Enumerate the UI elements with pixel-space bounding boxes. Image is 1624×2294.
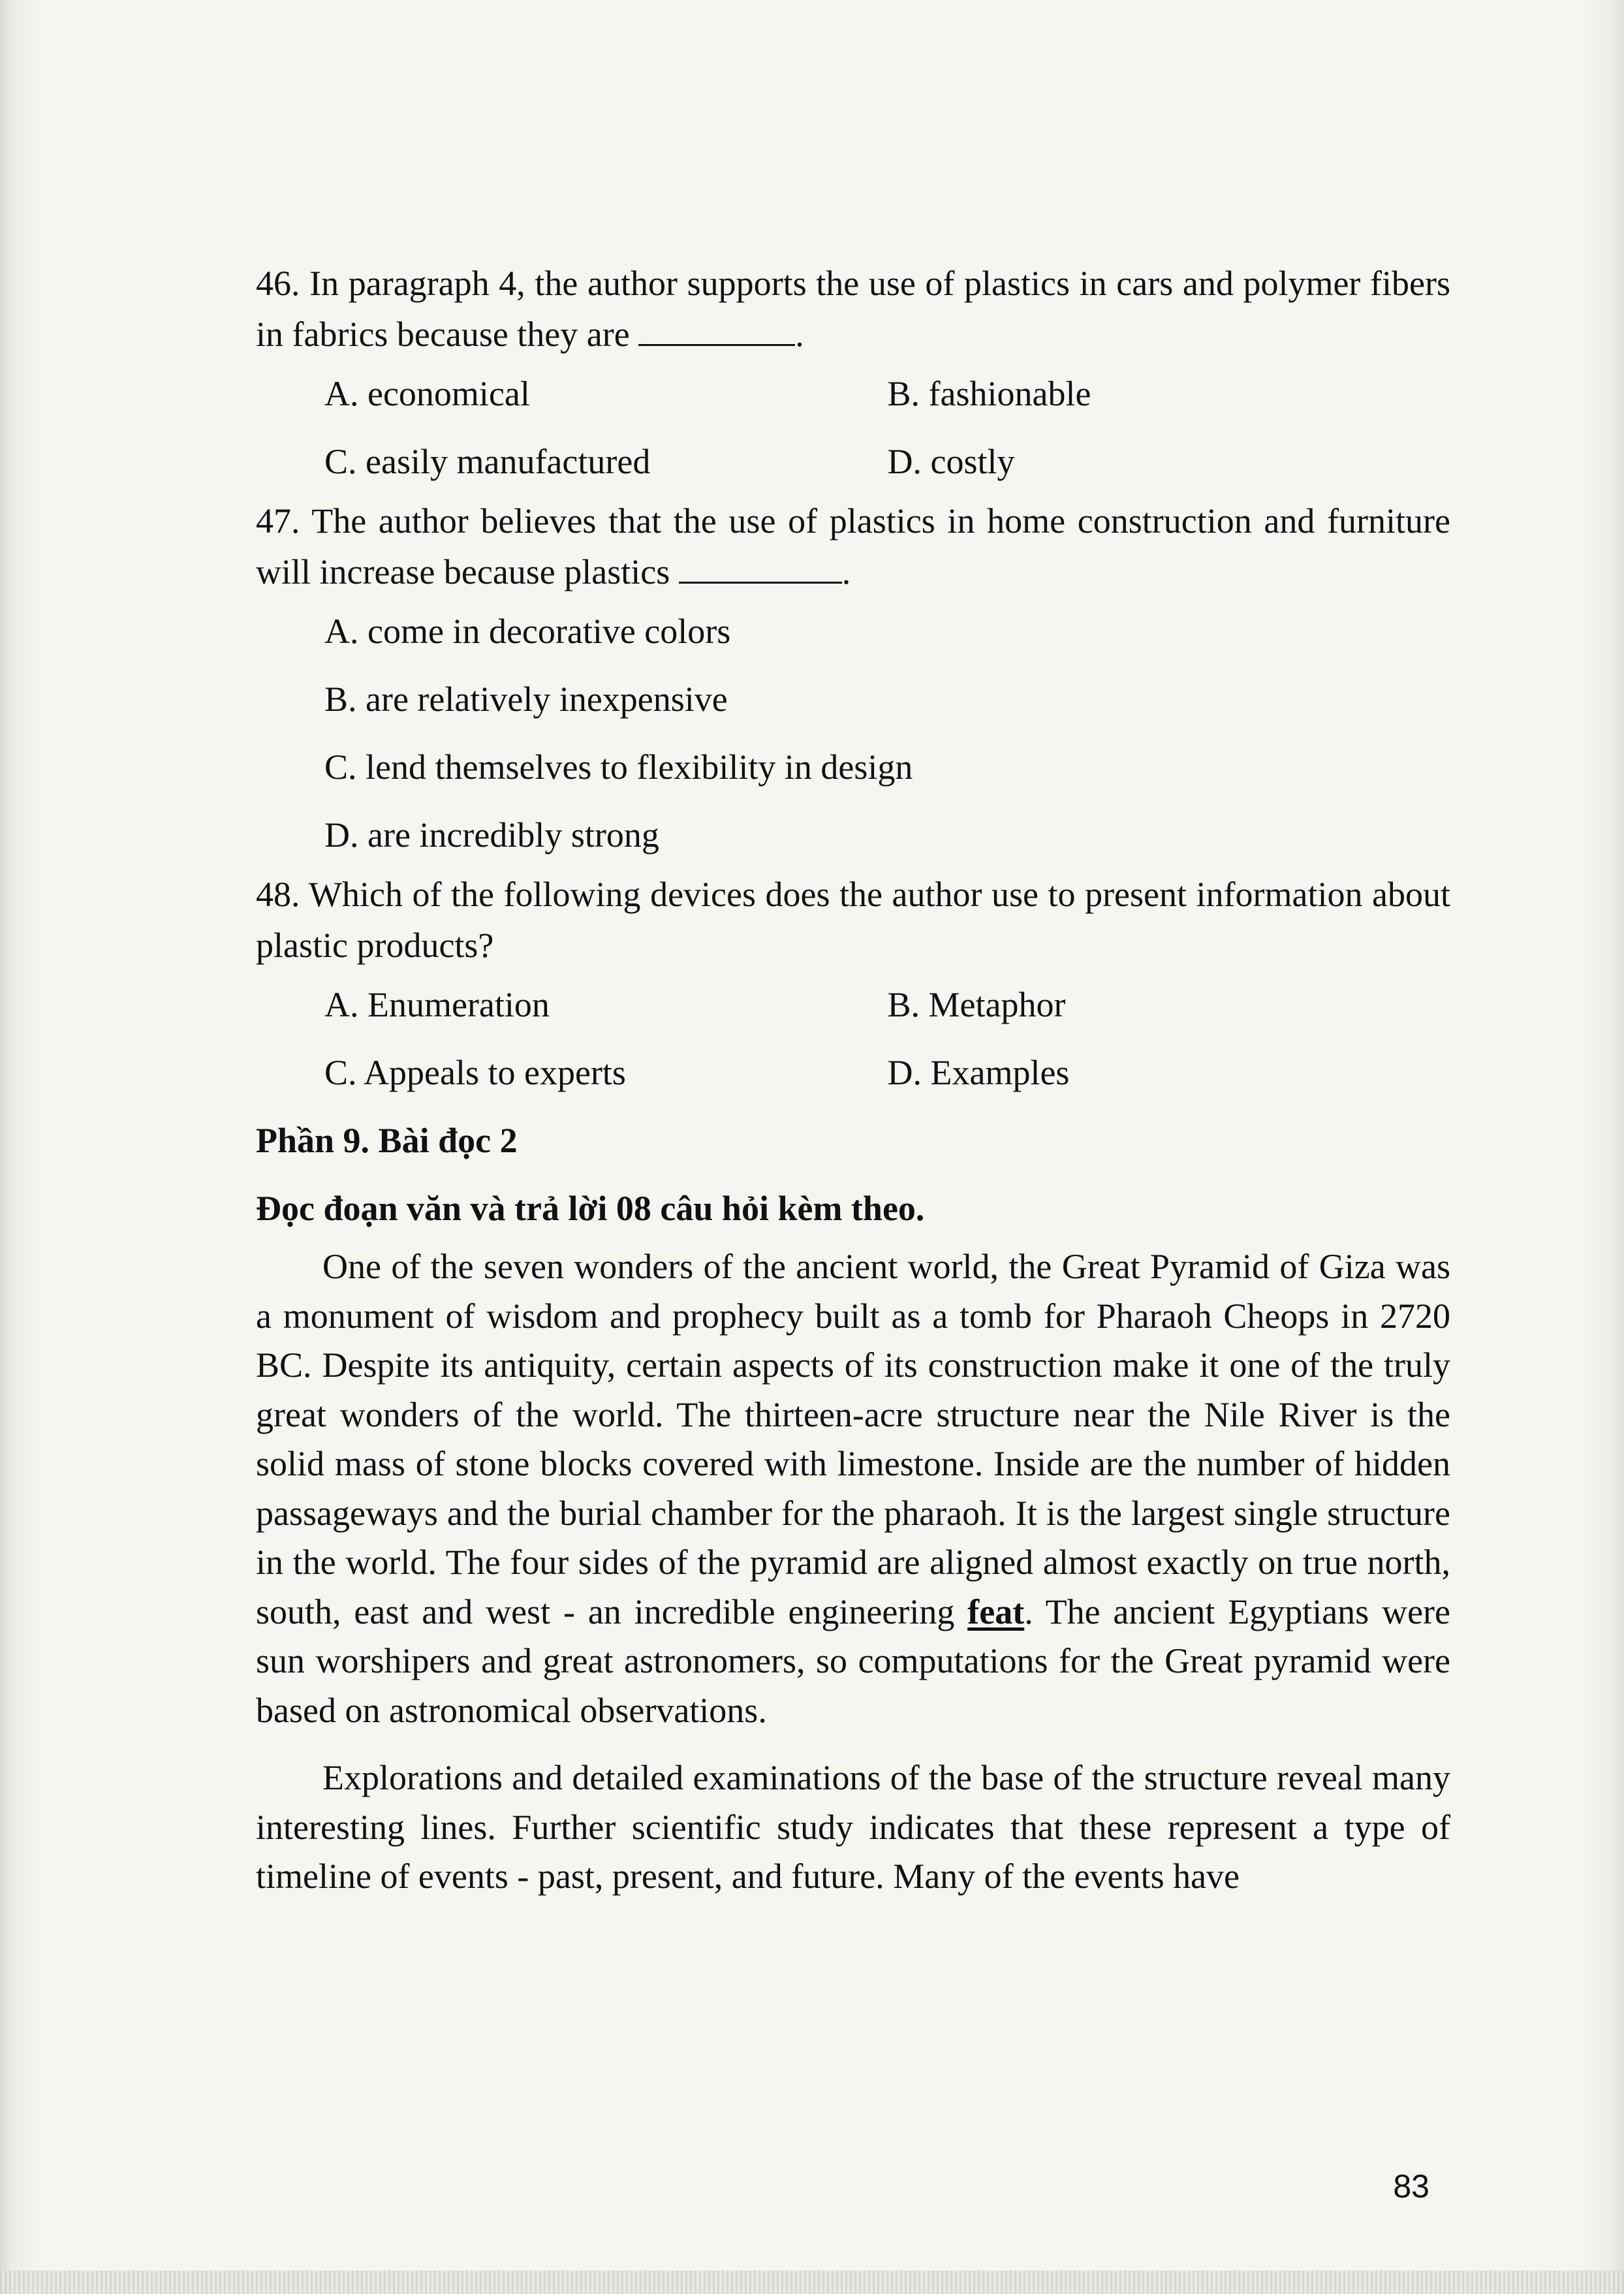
option-48-b: B. Metaphor bbox=[887, 985, 1066, 1024]
question-47-options bbox=[256, 597, 1450, 869]
passage-paragraph-1 bbox=[256, 1242, 1450, 1735]
section-title: Phần 9. Bài đọc 2 bbox=[256, 1121, 518, 1160]
question-46 bbox=[256, 258, 1450, 495]
underlined-word: feat bbox=[967, 1592, 1025, 1631]
document-body bbox=[256, 258, 1450, 1902]
page-number: 83 bbox=[1393, 2168, 1429, 2205]
question-47 bbox=[256, 495, 1450, 869]
option-48-d: D. Examples bbox=[887, 1053, 1070, 1092]
question-47-period: . bbox=[841, 552, 851, 591]
option-48-c: C. Appeals to experts bbox=[324, 1053, 626, 1092]
question-47-stem bbox=[256, 495, 1450, 597]
passage-p1-text-end: . The ancient Egyptians were sun worshipers and great astronomers, so computations for the Great pyramid were based on astronomical observations. bbox=[256, 1592, 1450, 1730]
option-47-c: C. lend themselves to flexibility in design bbox=[324, 747, 913, 787]
scan-edge bbox=[0, 2270, 1624, 2294]
option-47-d: D. are incredibly strong bbox=[324, 815, 659, 855]
option-46-d: D. costly bbox=[887, 442, 1015, 481]
question-46-period: . bbox=[795, 315, 804, 354]
question-48-options bbox=[256, 971, 1450, 1107]
option-46-b: B. fashionable bbox=[887, 374, 1091, 413]
question-46-text: 46. In paragraph 4, the author supports the use of plastics in cars and polymer fibers in fabrics because they are bbox=[256, 264, 1450, 354]
question-46-options bbox=[256, 360, 1450, 495]
question-48-stem: 48. Which of the following devices does the author use to present information about plastic products? bbox=[256, 875, 1450, 965]
question-46-stem bbox=[256, 258, 1450, 360]
answer-blank bbox=[679, 546, 842, 584]
passage-paragraph-2: Explorations and detailed examinations of the base of the structure reveal many interesting lines. Further scientific study indicates that these represent a type of timeline of events - past, present, and future. Many of the events have bbox=[256, 1758, 1450, 1896]
option-47-b: B. are relatively inexpensive bbox=[324, 680, 728, 719]
section-instruction: Đọc đoạn văn và trả lời 08 câu hỏi kèm theo. bbox=[256, 1189, 925, 1228]
option-48-a: A. Enumeration bbox=[324, 985, 550, 1024]
option-46-a: A. economical bbox=[324, 374, 530, 413]
passage-p1-text: One of the seven wonders of the ancient world, the Great Pyramid of Giza was a monument of wisdom and prophecy built as a tomb for Pharaoh Cheops in 2720 BC. Despite its antiquity, certain aspects of its construction make it one of the truly great wonders of the world. The thirteen-acre structure near the Nile River is the solid mass of stone blocks covered with limestone. Inside are the number of hidden passageways and the burial chamber for the pharaoh. It is the largest single structure in the world. The four sides of the pyramid are aligned almost exactly on true north, south, east and west - an incredible engineering bbox=[256, 1247, 1450, 1631]
question-47-text: 47. The author believes that the use of plastics in home construction and furniture will increase because plastics bbox=[256, 501, 1450, 591]
option-47-a: A. come in decorative colors bbox=[324, 612, 731, 651]
option-46-c: C. easily manufactured bbox=[324, 442, 651, 481]
question-48 bbox=[256, 869, 1450, 1107]
answer-blank bbox=[638, 309, 795, 346]
